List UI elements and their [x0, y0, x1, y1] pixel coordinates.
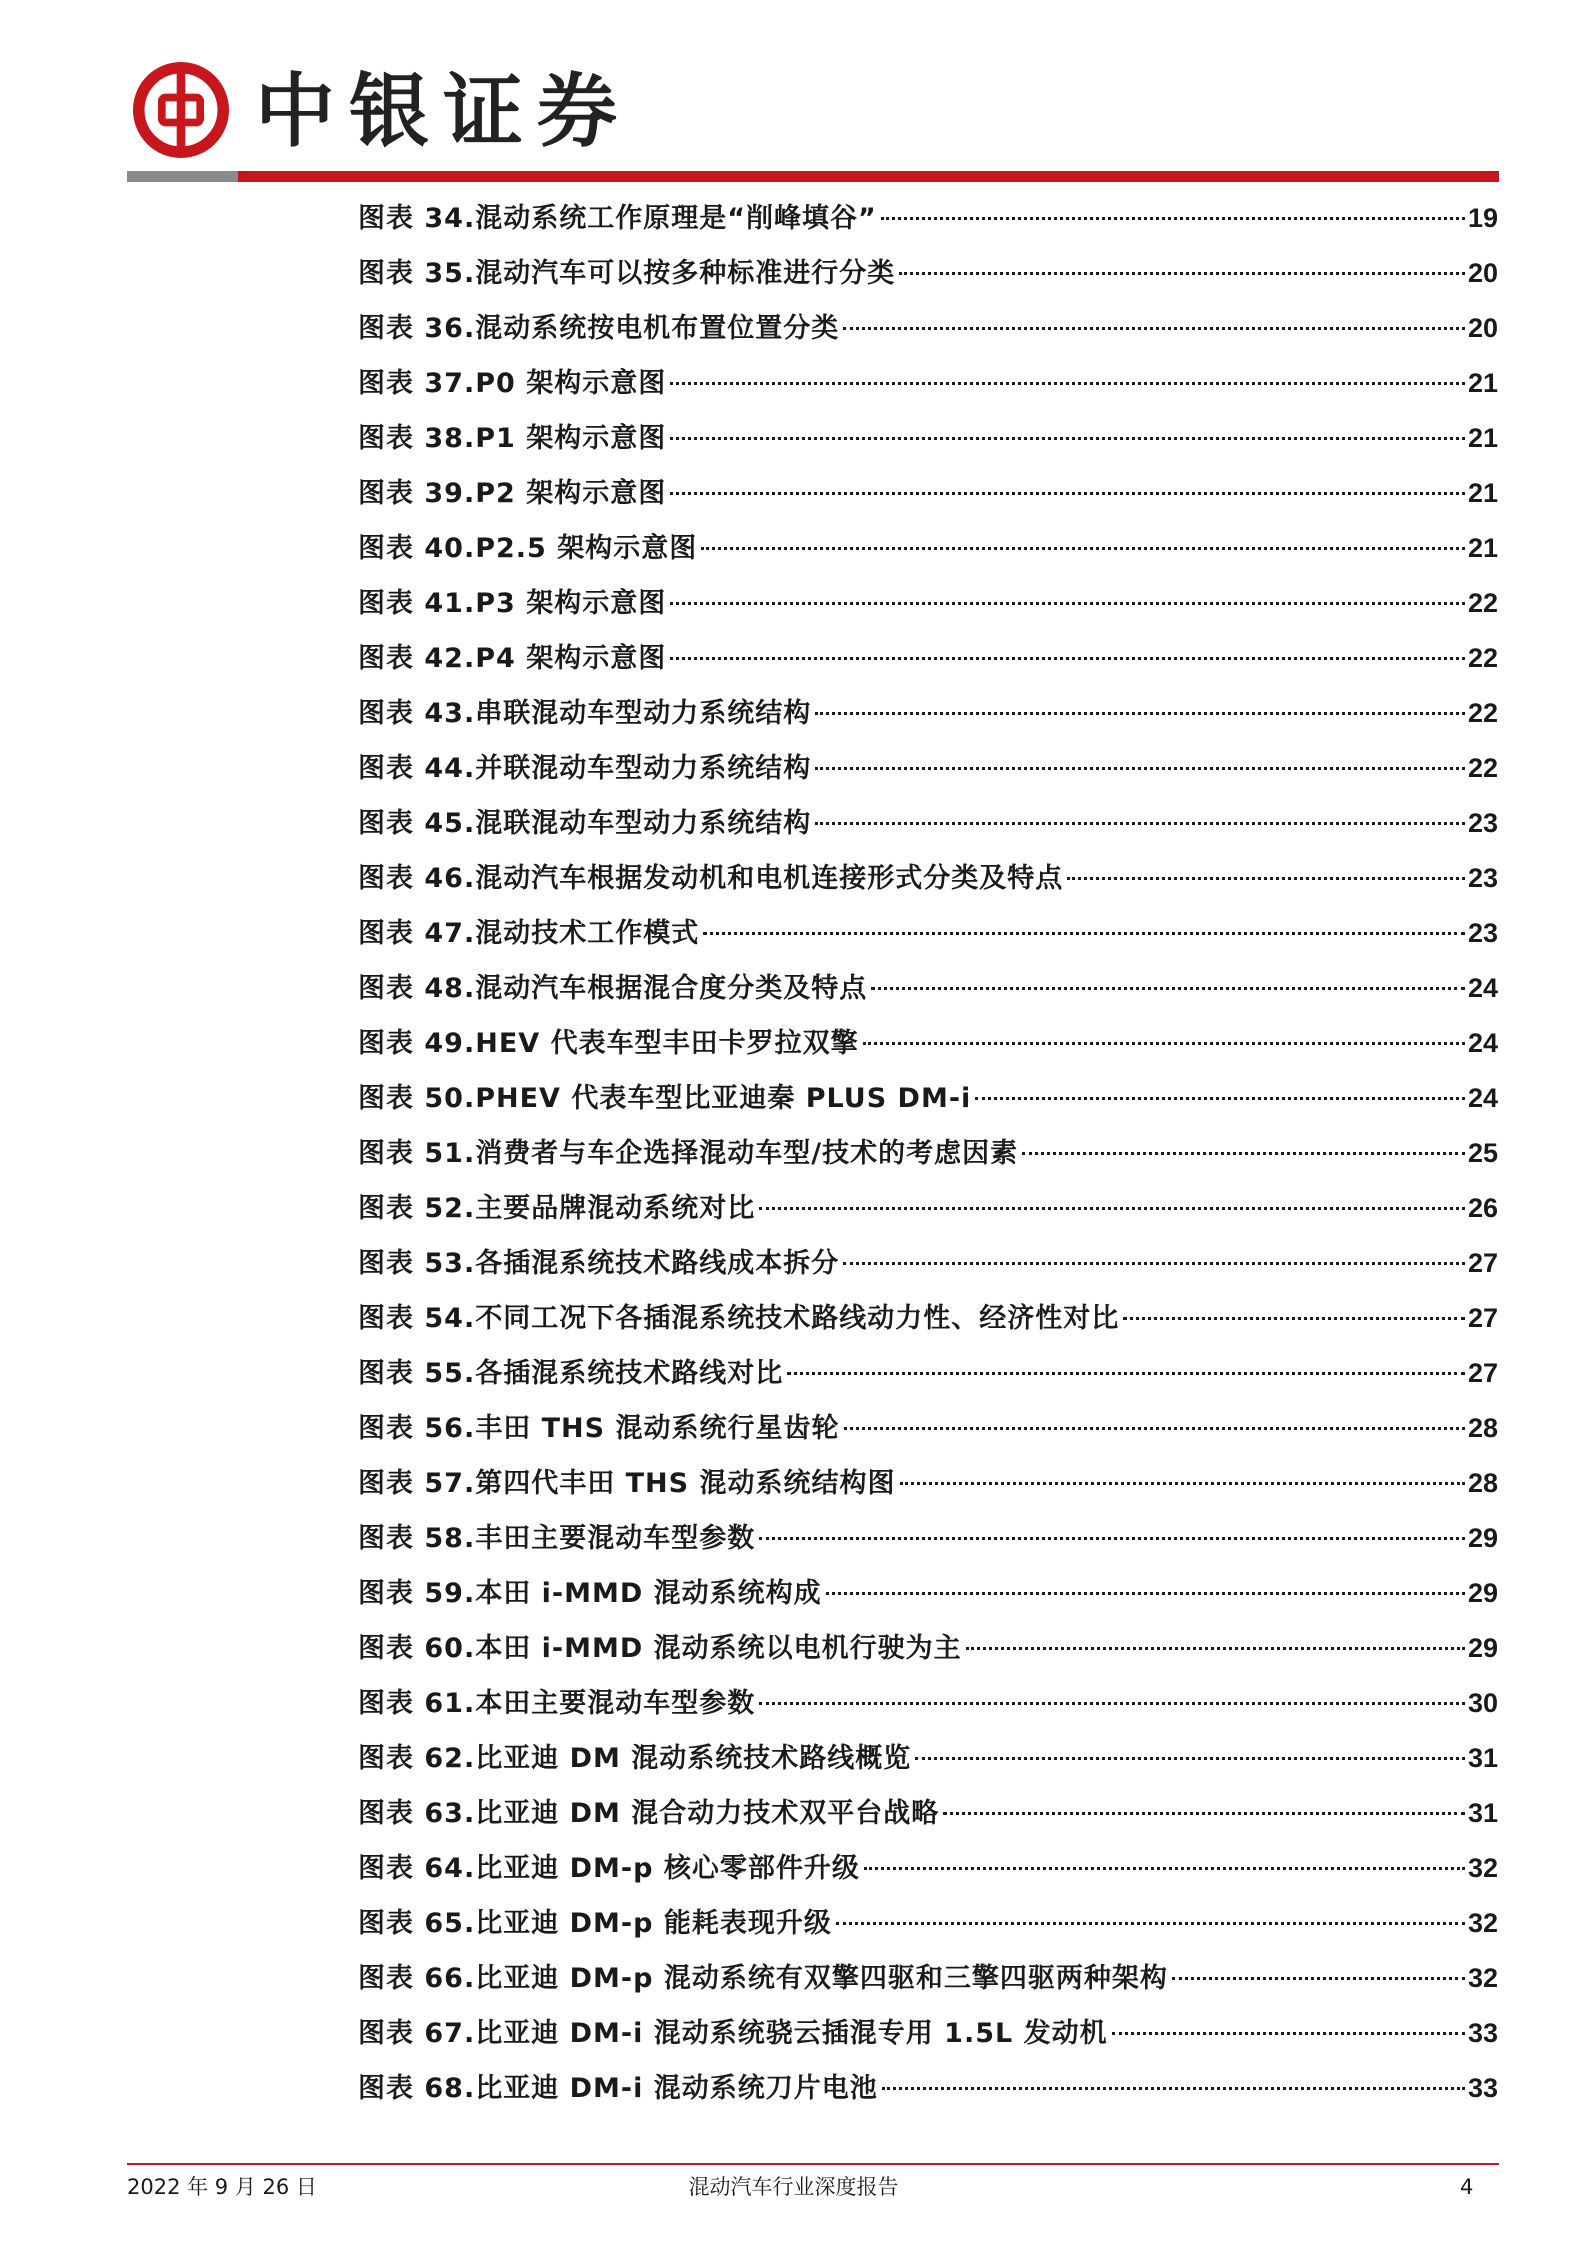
- toc-entry[interactable]: [358, 521, 1498, 576]
- toc-dot-leader: [836, 1922, 1465, 1925]
- toc-entry-label: 图表 36.混动系统按电机布置位置分类: [358, 313, 840, 344]
- toc-entry[interactable]: [358, 1181, 1498, 1236]
- toc-entry-label: 图表 63.比亚迪 DM 混合动力技术双平台战略: [358, 1798, 940, 1829]
- toc-entry-page: 19: [1467, 203, 1498, 233]
- toc-entry[interactable]: [358, 1016, 1498, 1071]
- toc-entry-label: 图表 64.比亚迪 DM-p 核心零部件升级: [358, 1853, 860, 1884]
- toc-entry-label: 图表 58.丰田主要混动车型参数: [358, 1523, 756, 1554]
- toc-dot-leader: [670, 382, 1465, 385]
- toc-entry-page: 29: [1467, 1578, 1498, 1608]
- page-header: [0, 0, 1587, 185]
- toc-entry-label: 图表 39.P2 架构示意图: [358, 478, 667, 509]
- toc-entry-page: 27: [1467, 1248, 1498, 1278]
- toc-entry-label: 图表 68.比亚迪 DM-i 混动系统刀片电池: [358, 2073, 878, 2104]
- toc-dot-leader: [815, 822, 1465, 825]
- toc-entry-label: 图表 61.本田主要混动车型参数: [358, 1688, 756, 1719]
- toc-entry-page: 21: [1467, 423, 1498, 453]
- toc-entry[interactable]: [358, 1401, 1498, 1456]
- toc-dot-leader: [670, 437, 1465, 440]
- toc-entry-label: 图表 53.各插混系统技术路线成本拆分: [358, 1248, 840, 1279]
- toc-entry[interactable]: [358, 961, 1498, 1016]
- toc-entry-page: 22: [1467, 643, 1498, 673]
- toc-entry[interactable]: [358, 466, 1498, 521]
- toc-entry-page: 33: [1467, 2073, 1498, 2103]
- toc-dot-leader: [882, 2087, 1465, 2090]
- toc-dot-leader: [1123, 1317, 1465, 1320]
- toc-entry-page: 22: [1467, 698, 1498, 728]
- toc-entry-page: 29: [1467, 1523, 1498, 1553]
- toc-dot-leader: [864, 1867, 1465, 1870]
- toc-entry[interactable]: [358, 301, 1498, 356]
- toc-entry[interactable]: [358, 1071, 1498, 1126]
- toc-entry[interactable]: [358, 1951, 1498, 2006]
- toc-dot-leader: [787, 1372, 1465, 1375]
- toc-dot-leader: [1172, 1977, 1465, 1980]
- toc-entry-page: 22: [1467, 753, 1498, 783]
- toc-dot-leader: [703, 932, 1465, 935]
- toc-entry[interactable]: [358, 1511, 1498, 1566]
- toc-entry-page: 29: [1467, 1633, 1498, 1663]
- toc-entry[interactable]: [358, 1676, 1498, 1731]
- toc-entry-page: 31: [1467, 1743, 1498, 1773]
- toc-entry-page: 28: [1467, 1468, 1498, 1498]
- toc-entry-label: 图表 56.丰田 THS 混动系统行星齿轮: [358, 1413, 840, 1444]
- toc-dot-leader: [815, 767, 1465, 770]
- toc-entry-page: 32: [1467, 1853, 1498, 1883]
- toc-dot-leader: [670, 657, 1465, 660]
- toc-dot-leader: [670, 492, 1465, 495]
- toc-entry[interactable]: [358, 851, 1498, 906]
- toc-entry-label: 图表 67.比亚迪 DM-i 混动系统骁云插混专用 1.5L 发动机: [358, 2018, 1108, 2049]
- toc-dot-leader: [975, 1097, 1465, 1100]
- toc-entry[interactable]: [358, 191, 1498, 246]
- toc-entry[interactable]: [358, 576, 1498, 631]
- toc-dot-leader: [863, 1042, 1465, 1045]
- toc-dot-leader: [843, 327, 1465, 330]
- toc-entry-label: 图表 65.比亚迪 DM-p 能耗表现升级: [358, 1908, 832, 1939]
- toc-entry-label: 图表 55.各插混系统技术路线对比: [358, 1358, 784, 1389]
- toc-entry-label: 图表 42.P4 架构示意图: [358, 643, 667, 674]
- toc-entry[interactable]: [358, 906, 1498, 961]
- header-rule-red: [238, 171, 1499, 182]
- report-title: 混动汽车行业深度报告: [688, 2175, 899, 2199]
- toc-entry-label: 图表 59.本田 i-MMD 混动系统构成: [358, 1578, 822, 1609]
- toc-dot-leader: [826, 1592, 1465, 1595]
- toc-entry[interactable]: [358, 796, 1498, 851]
- toc-entry-label: 图表 47.混动技术工作模式: [358, 918, 700, 949]
- toc-entry-label: 图表 41.P3 架构示意图: [358, 588, 667, 619]
- toc-dot-leader: [899, 272, 1465, 275]
- toc-entry-label: 图表 51.消费者与车企选择混动车型/技术的考虑因素: [358, 1138, 1019, 1169]
- header-rule-gray: [127, 171, 238, 182]
- toc-entry[interactable]: [358, 1896, 1498, 1951]
- toc-entry-page: 25: [1467, 1138, 1498, 1168]
- toc-entry-label: 图表 45.混联混动车型动力系统结构: [358, 808, 812, 839]
- toc-entry[interactable]: [358, 1291, 1498, 1346]
- toc-entry-page: 23: [1467, 808, 1498, 838]
- toc-entry-page: 32: [1467, 1908, 1498, 1938]
- toc-entry[interactable]: [358, 1346, 1498, 1401]
- toc-dot-leader: [943, 1812, 1465, 1815]
- toc-entry-page: 21: [1467, 478, 1498, 508]
- toc-entry-page: 24: [1467, 1028, 1498, 1058]
- toc-entry[interactable]: [358, 1236, 1498, 1291]
- toc-entry-page: 28: [1467, 1413, 1498, 1443]
- toc-dot-leader: [670, 602, 1465, 605]
- toc-entry-page: 23: [1467, 918, 1498, 948]
- toc-entry[interactable]: [358, 1731, 1498, 1786]
- toc-entry-page: 32: [1467, 1963, 1498, 1993]
- toc-entry-label: 图表 52.主要品牌混动系统对比: [358, 1193, 756, 1224]
- bank-of-china-logo-icon: [133, 62, 229, 158]
- toc-dot-leader: [1022, 1152, 1465, 1155]
- toc-entry-label: 图表 37.P0 架构示意图: [358, 368, 667, 399]
- toc-entry-page: 21: [1467, 368, 1498, 398]
- toc-entry-label: 图表 49.HEV 代表车型丰田卡罗拉双擎: [358, 1028, 859, 1059]
- toc-entry[interactable]: [358, 741, 1498, 796]
- toc-entry-page: 20: [1467, 313, 1498, 343]
- toc-entry-page: 22: [1467, 588, 1498, 618]
- toc-entry-label: 图表 54.不同工况下各插混系统技术路线动力性、经济性对比: [358, 1303, 1120, 1334]
- toc-dot-leader: [759, 1537, 1465, 1540]
- toc-entry-label: 图表 40.P2.5 架构示意图: [358, 533, 698, 564]
- toc-entry[interactable]: [358, 1566, 1498, 1621]
- figure-list: [358, 191, 1498, 2116]
- toc-dot-leader: [1112, 2032, 1465, 2035]
- toc-dot-leader: [843, 1262, 1465, 1265]
- toc-entry-label: 图表 60.本田 i-MMD 混动系统以电机行驶为主: [358, 1633, 962, 1664]
- toc-entry-label: 图表 44.并联混动车型动力系统结构: [358, 753, 812, 784]
- toc-entry-label: 图表 46.混动汽车根据发动机和电机连接形式分类及特点: [358, 863, 1064, 894]
- toc-entry[interactable]: [358, 246, 1498, 301]
- toc-dot-leader: [900, 1482, 1465, 1485]
- toc-entry[interactable]: [358, 1786, 1498, 1841]
- toc-entry[interactable]: [358, 686, 1498, 741]
- toc-dot-leader: [1067, 877, 1465, 880]
- toc-entry[interactable]: [358, 356, 1498, 411]
- toc-entry-page: 20: [1467, 258, 1498, 288]
- toc-entry-label: 图表 48.混动汽车根据混合度分类及特点: [358, 973, 868, 1004]
- toc-dot-leader: [701, 547, 1465, 550]
- toc-entry-label: 图表 38.P1 架构示意图: [358, 423, 667, 454]
- toc-dot-leader: [881, 217, 1465, 220]
- toc-entry-label: 图表 62.比亚迪 DM 混动系统技术路线概览: [358, 1743, 912, 1774]
- toc-dot-leader: [759, 1207, 1465, 1210]
- toc-entry[interactable]: [358, 1456, 1498, 1511]
- toc-entry-label: 图表 34.混动系统工作原理是“削峰填谷”: [358, 203, 877, 234]
- toc-entry[interactable]: [358, 1126, 1498, 1181]
- toc-entry-page: 26: [1467, 1193, 1498, 1223]
- toc-dot-leader: [759, 1702, 1465, 1705]
- toc-entry-page: 33: [1467, 2018, 1498, 2048]
- toc-entry-page: 27: [1467, 1303, 1498, 1333]
- footer-rule: [127, 2163, 1499, 2165]
- toc-entry-label: 图表 57.第四代丰田 THS 混动系统结构图: [358, 1468, 896, 1499]
- toc-dot-leader: [844, 1427, 1465, 1430]
- toc-entry[interactable]: [358, 2061, 1498, 2116]
- toc-dot-leader: [966, 1647, 1465, 1650]
- toc-entry[interactable]: [358, 1621, 1498, 1676]
- toc-entry-page: 31: [1467, 1798, 1498, 1828]
- page-number: 4: [1460, 2175, 1474, 2199]
- toc-entry-page: 21: [1467, 533, 1498, 563]
- toc-dot-leader: [815, 712, 1465, 715]
- toc-entry-label: 图表 43.串联混动车型动力系统结构: [358, 698, 812, 729]
- toc-entry[interactable]: [358, 631, 1498, 686]
- toc-entry[interactable]: [358, 411, 1498, 466]
- toc-entry-label: 图表 35.混动汽车可以按多种标准进行分类: [358, 258, 896, 289]
- toc-entry[interactable]: [358, 1841, 1498, 1896]
- toc-entry-label: 图表 50.PHEV 代表车型比亚迪秦 PLUS DM-i: [358, 1083, 972, 1114]
- toc-entry-page: 27: [1467, 1358, 1498, 1388]
- toc-entry[interactable]: [358, 2006, 1498, 2061]
- toc-entry-page: 30: [1467, 1688, 1498, 1718]
- toc-entry-page: 23: [1467, 863, 1498, 893]
- toc-entry-label: 图表 66.比亚迪 DM-p 混动系统有双擎四驱和三擎四驱两种架构: [358, 1963, 1168, 1994]
- report-date: 2022 年 9 月 26 日: [127, 2175, 317, 2199]
- brand-name: 中银证券: [255, 65, 631, 158]
- toc-dot-leader: [915, 1757, 1465, 1760]
- toc-entry-page: 24: [1467, 973, 1498, 1003]
- toc-entry-page: 24: [1467, 1083, 1498, 1113]
- toc-dot-leader: [871, 987, 1465, 990]
